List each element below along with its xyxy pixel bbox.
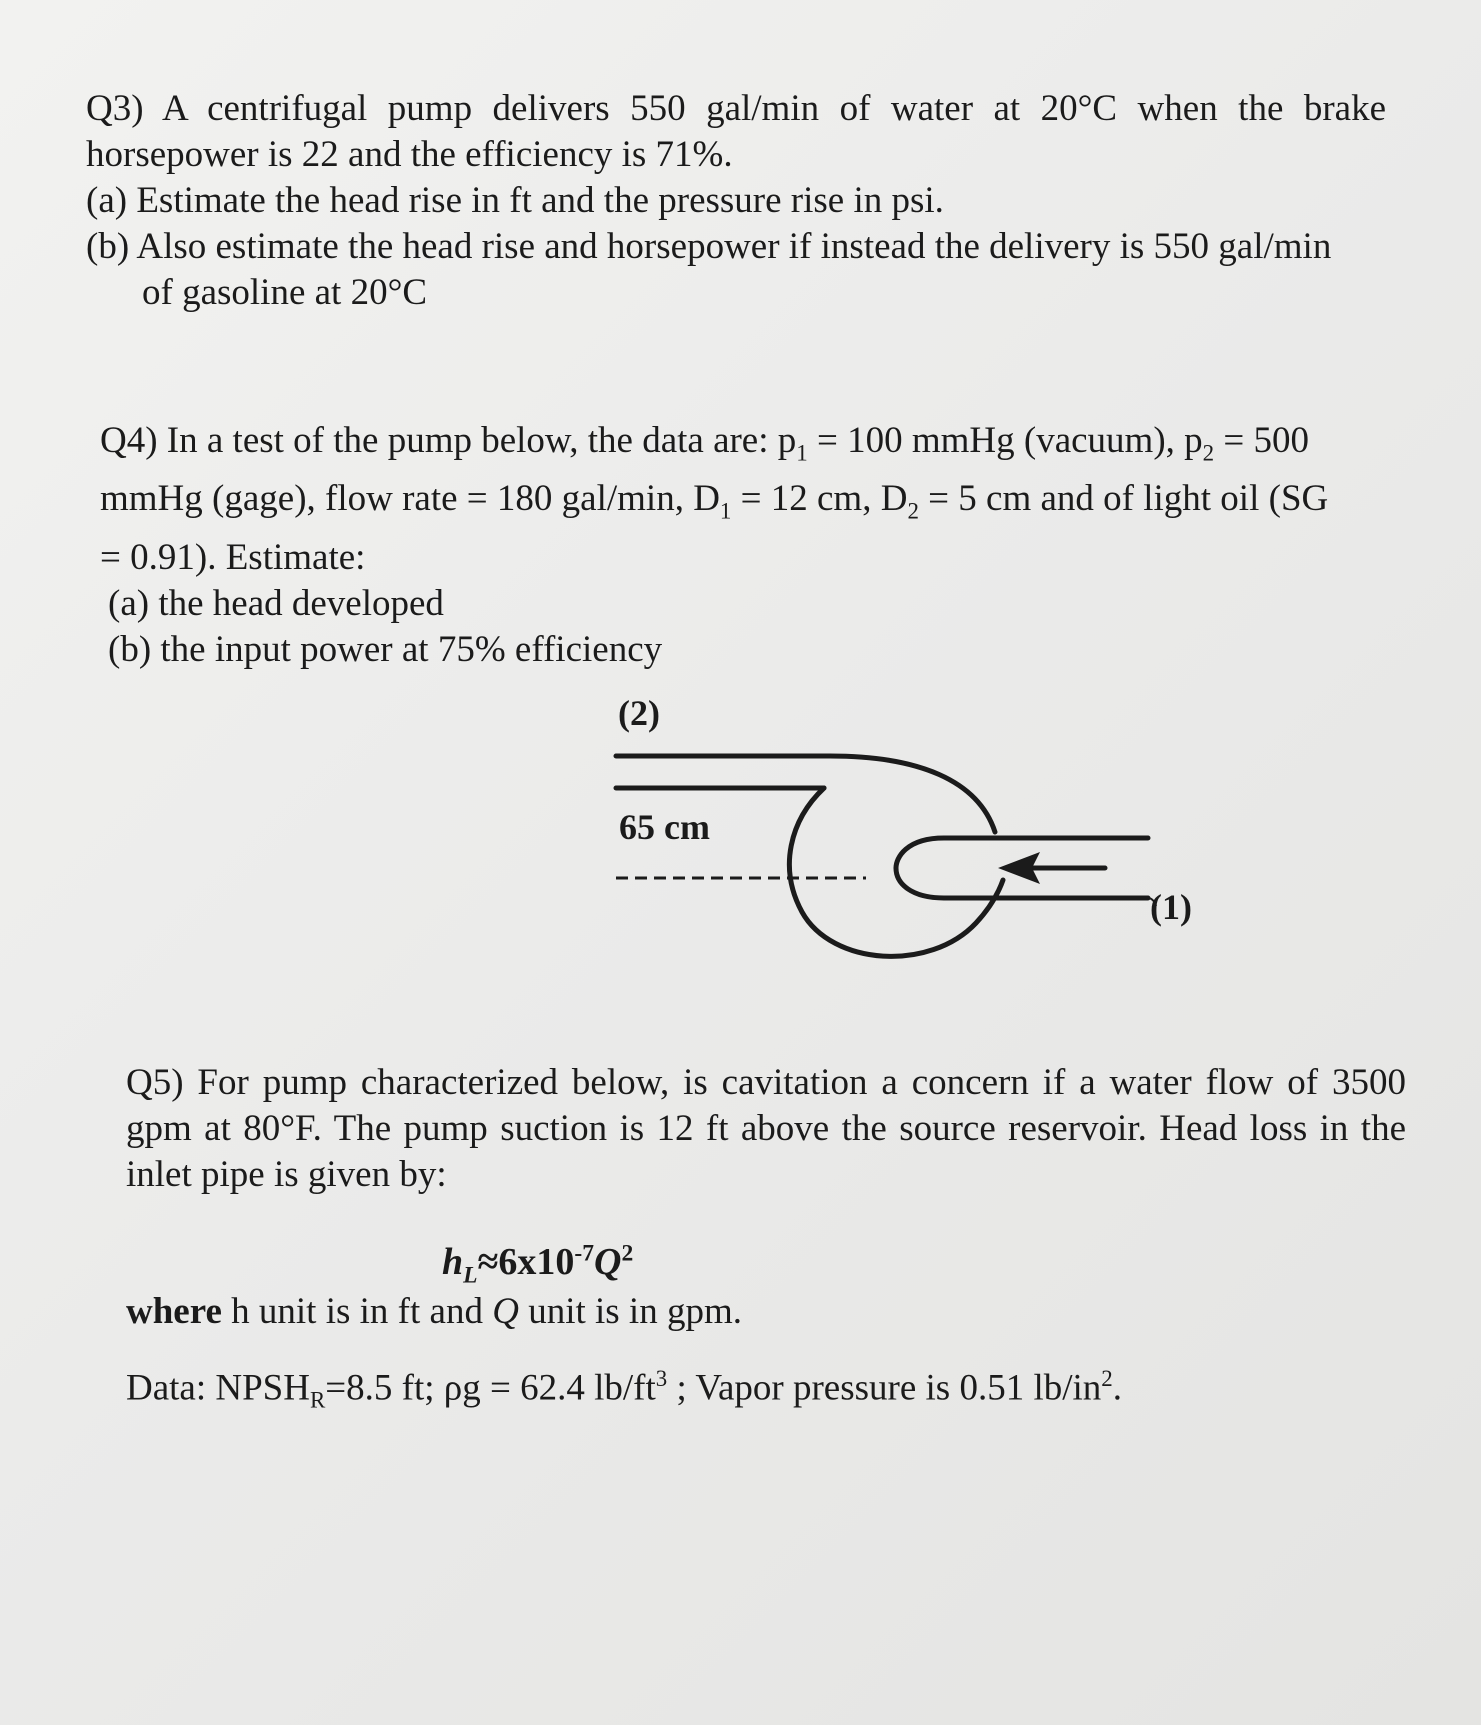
q4-subscript: 2 (1202, 440, 1215, 466)
head-loss-equation (442, 1240, 633, 1290)
data-text: ; Vapor pressure is 0.51 lb/in (667, 1367, 1102, 1409)
q5-statement-line-3: inlet pipe is given by: (126, 1154, 447, 1195)
q4-part-a: (a) the head developed (108, 582, 444, 624)
q4-statement-line-1 (100, 418, 1390, 476)
eq-q-exponent: 2 (621, 1240, 634, 1267)
q3-part-b-line-2: of gasoline at 20°C (142, 272, 428, 313)
q4-text: = 12 cm, D (731, 478, 908, 520)
q4-text: = 500 (1214, 420, 1309, 461)
q4-text: = 100 mmHg (vacuum), p (807, 420, 1203, 461)
note-q: Q (492, 1291, 519, 1332)
elevation-label: 65 cm (619, 807, 710, 847)
q4-statement-line-2 (100, 476, 1390, 534)
q4-part-b: (b) the input power at 75% efficiency (108, 628, 663, 670)
units-note (126, 1290, 742, 1333)
q3-part-b-line-1: (b) Also estimate the head rise and horsepower if instead the delivery is 550 gal/min (86, 226, 1332, 267)
data-text: Data: NPSH (126, 1367, 310, 1409)
data-superscript: 3 (655, 1366, 668, 1391)
given-data (126, 1366, 1122, 1414)
question-4 (100, 418, 1390, 673)
outlet-label: (2) (618, 693, 660, 733)
inlet-label: (1) (1150, 887, 1192, 927)
eq-h: h (442, 1241, 464, 1283)
q5-statement-line-1: Q5) For pump characterized below, is cavitation a concern if a water flow of 3500 (126, 1062, 1406, 1103)
q3-statement-line-2: horsepower is 22 and the efficiency is 71%. (86, 134, 733, 175)
q4-text: mmHg (gage), flow rate = 180 gal/min, D (100, 478, 720, 520)
question-3 (86, 86, 1386, 316)
note-text: h unit is in ft and (221, 1291, 493, 1332)
q3-part-a: (a) Estimate the head rise in ft and the pressure rise in psi. (86, 180, 944, 221)
data-text: . (1112, 1367, 1123, 1409)
q4-statement-line-3: = 0.91). Estimate: (100, 536, 366, 578)
note-where: where (126, 1291, 222, 1332)
eq-q: Q (594, 1241, 622, 1283)
question-5 (126, 1060, 1406, 1198)
pump-diagram (600, 680, 1220, 990)
eq-coefficient: ≈6x10 (477, 1241, 575, 1283)
q4-text: Q4) In a test of the pump below, the data are: p (100, 420, 797, 461)
data-superscript: 2 (1101, 1366, 1113, 1391)
eq-exponent: -7 (574, 1240, 595, 1267)
eq-subscript-l: L (463, 1262, 478, 1289)
note-text: unit is in gpm. (518, 1291, 742, 1332)
data-text: =8.5 ft; ρg = 62.4 lb/ft (325, 1367, 656, 1409)
q5-statement-line-2: gpm at 80°F. The pump suction is 12 ft above the source reservoir. Head loss in the (126, 1108, 1406, 1149)
q4-text: = 5 cm and of light oil (SG (918, 478, 1329, 520)
q4-subscript: 1 (796, 440, 808, 466)
q4-subscript: 1 (719, 498, 732, 524)
data-subscript: R (309, 1387, 326, 1413)
q4-subscript: 2 (907, 498, 919, 524)
q3-statement-line-1: Q3) A centrifugal pump delivers 550 gal/min of water at 20°C when the brake (86, 88, 1386, 129)
